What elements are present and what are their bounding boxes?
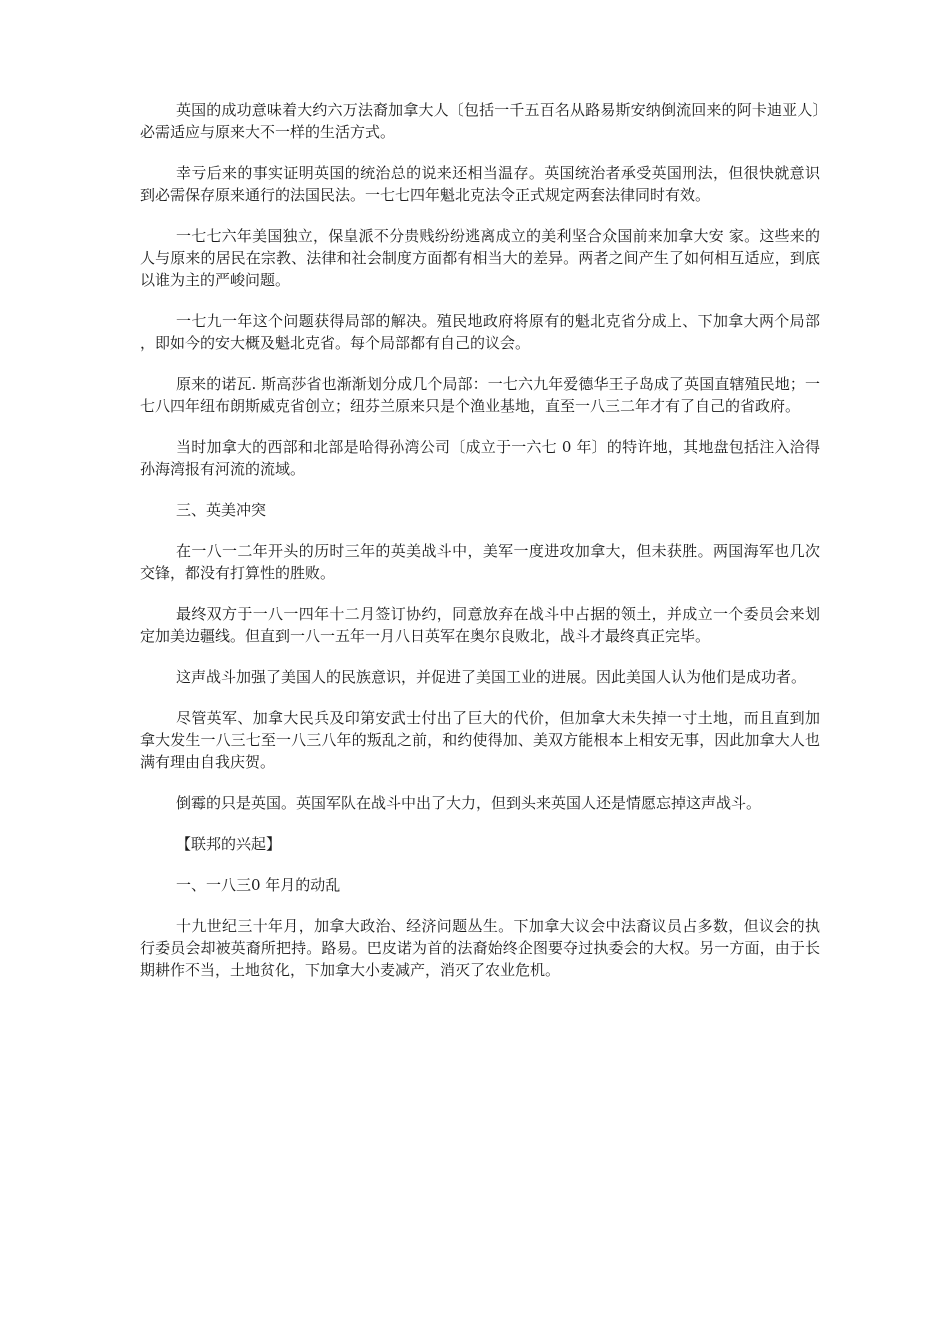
paragraph-5: 原来的诺瓦. 斯高莎省也渐渐划分成几个局部：一七六九年爱德华王子岛成了英国直辖殖民地；一七八四年纽布朗斯威克省创立；纽芬兰原来只是个渔业基地，直至一八三二年才有了自己的省政府。 [140, 375, 820, 415]
paragraph-4: 一七九一年这个问题获得局部的解决。殖民地政府将原有的魁北克省分成上、下加拿大两个局部 ，即如今的安大概及魁北克省。每个局部都有自己的议会。 [140, 312, 820, 352]
paragraph-9: 这声战斗加强了美国人的民族意识，并促进了美国工业的进展。因此美国人认为他们是成功者。 [176, 668, 807, 686]
paragraph-3: 一七七六年美国独立，保皇派不分贵贱纷纷逃离成立的美利坚合众国前来加拿大安 家。这些来的人与原来的居民在宗教、法律和社会制度方面都有相当大的差异。两者之间产生了如何相互适应，到底以谁为主的严峻问题。 [140, 227, 820, 289]
paragraph-1: 英国的成功意味着大约六万法裔加拿大人〔包括一千五百名从路易斯安纳倒流回来的阿卡迪亚人〕必需适应与原来大不一样的生活方式。 [140, 101, 820, 141]
section-heading-federation-rise: 【联邦的兴起】 [176, 835, 282, 853]
paragraph-6: 当时加拿大的西部和北部是哈得孙湾公司〔成立于一六七 0 年〕的特许地，其地盘包括注入洽得孙海湾报有河流的流域。 [140, 438, 820, 478]
document-body [140, 99, 820, 1000]
paragraph-2: 幸亏后来的事实证明英国的统治总的说来还相当温存。英国统治者承受英国刑法，但很快就意识到必需保存原来通行的法国民法。一七七四年魁北克法令正式规定两套法律同时有效。 [140, 164, 820, 204]
section-heading-anglo-american-conflict: 三、英美冲突 [176, 501, 267, 519]
paragraph-8: 最终双方于一八一四年十二月签订协约，同意放弃在战斗中占据的领土，并成立一个委员会来划定加美边疆线。但直到一八一五年一月八日英军在奥尔良败北，战斗才最终真正完毕。 [140, 605, 820, 645]
paragraph-10: 尽管英军、加拿大民兵及印第安武士付出了巨大的代价，但加拿大未失掉一寸土地，而且直到加拿大发生一八三七至一八三八年的叛乱之前，和约使得加、美双方能根本上相安无事，因此加拿大人也满有理由自我庆贺。 [140, 709, 820, 771]
paragraph-7: 在一八一二年开头的历时三年的英美战斗中，美军一度进攻加拿大，但未获胜。两国海军也几次交锋，都没有打算性的胜败。 [140, 542, 820, 582]
subsection-heading-1830s-unrest: 一、一八三0 年月的动乱 [176, 876, 341, 894]
paragraph-12: 十九世纪三十年月，加拿大政治、经济问题丛生。下加拿大议会中法裔议员占多数，但议会的执行委员会却被英裔所把持。路易。巴皮诺为首的法裔始终企图要夺过执委会的大权。另一方面，由于长期耕作不当，土地贫化，下加拿大小麦减产，消灭了农业危机。 [140, 917, 820, 979]
paragraph-11: 倒霉的只是英国。英国军队在战斗中出了大力，但到头来英国人还是情愿忘掉这声战斗。 [176, 794, 762, 812]
